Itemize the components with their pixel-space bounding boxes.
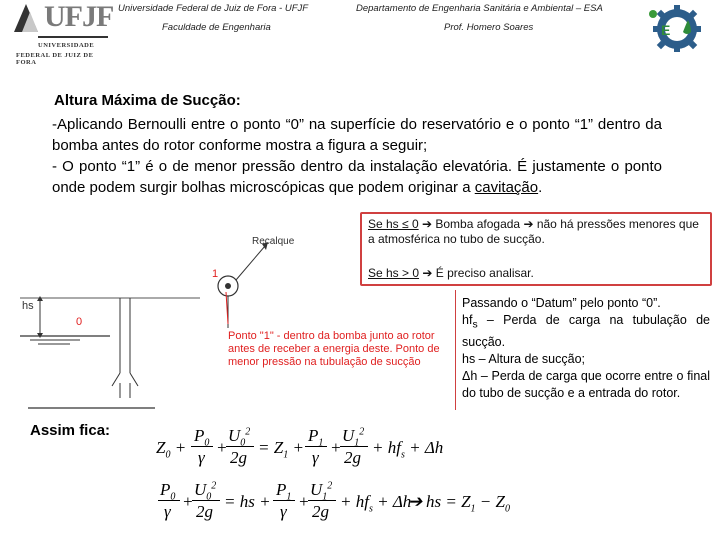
arrow-right-icon: ➔ xyxy=(421,217,433,231)
datum-line3: hs – Altura de sucção; xyxy=(462,351,585,366)
arrow-right-icon: ➔ xyxy=(523,217,534,231)
hs-label: hs xyxy=(22,300,34,312)
point1-label: 1 xyxy=(212,268,219,280)
assim-label: Assim fica: xyxy=(30,422,111,439)
paragraph-point1 xyxy=(52,156,662,198)
paragraph-bernoulli: -Aplicando Bernoulli entre o ponto “0” na superfície do reservatório e o ponto “1” dentro da bomba antes do rotor conforme mostra a figura a seguir; xyxy=(52,116,662,154)
arrow-right-icon: ➔ xyxy=(408,492,423,511)
datum-line4: Δh – Perda de carga que ocorre entre o final do tubo de sucção e a entrada do rotor. xyxy=(462,368,710,400)
esa-letter: E xyxy=(661,22,671,38)
paragraph-point1-end: . xyxy=(538,179,543,196)
condition-positive-text: É preciso analisar. xyxy=(432,266,534,280)
point0-label: 0 xyxy=(76,316,83,328)
body-text xyxy=(52,114,662,198)
section-title: Altura Máxima de Sucção: xyxy=(54,92,241,109)
equation-1: $Z_0$ + $P_0$ γ + $U_0^2$ 2g = $Z_1$ + $P_1$ γ + $U_1^2$ 2g + $hf_s + \Delta h$ xyxy=(156,426,444,467)
discharge-pipe xyxy=(236,246,265,280)
arrow-right-icon: ➔ xyxy=(422,266,433,280)
datum-explanation xyxy=(462,295,710,402)
condition-negative-end: não há pressões menores que a atmosférica no tubo de sucção. xyxy=(368,217,699,246)
header-university: Universidade Federal de Juiz de Fora - UFJF xyxy=(118,3,309,14)
hfs-subscript: s xyxy=(472,319,478,331)
logo-text: UFJF xyxy=(44,0,114,33)
gear-icon xyxy=(643,2,703,52)
condition-negative-text: Bomba afogada xyxy=(432,217,524,231)
ufjf-logo xyxy=(8,0,114,66)
point1-note: Ponto "1" - dentro da bomba junto ao rotor antes de receber a energia deste. Ponto de menor pressão na tubulação de sucção xyxy=(228,330,440,368)
esa-logo xyxy=(643,2,703,52)
pump-diagram xyxy=(0,228,460,418)
paragraph-point1-text: - O ponto “1” é o de menor pressão dentro da instalação elevatória. É justamente o ponto onde podem surgir bolhas microscópicas que podem originar a xyxy=(52,158,662,196)
hfs-description: – Perda de carga na tubulação de sucção. xyxy=(462,313,710,349)
header-professor: Prof. Homero Soares xyxy=(444,22,534,33)
recalque-label: Recalque xyxy=(252,236,295,247)
logo-underline xyxy=(38,36,108,38)
cavitation-link[interactable]: cavitação xyxy=(474,179,539,196)
datum-divider xyxy=(455,290,456,410)
condition-negative-label: Se hs ≤ 0 xyxy=(368,217,419,231)
logo-line1: UNIVERSIDADE xyxy=(38,42,95,49)
logo-line2: FEDERAL DE JUIZ DE FORA xyxy=(16,52,94,66)
condition-positive-label: Se hs > 0 xyxy=(368,266,420,280)
header-department: Departamento de Engenharia Sanitária e Ambiental – ESA xyxy=(356,3,603,14)
header-faculty: Faculdade de Engenharia xyxy=(162,22,271,33)
hfs-symbol: hf xyxy=(462,313,473,327)
datum-line1: Passando o “Datum” pelo ponto “0”. xyxy=(462,296,661,310)
equation-2: $P_0$ γ + $U_0^2$ 2g = hs + $P_1$ γ + $U_1^2$ 2g + $hf_s + \Delta h$ ➔ hs = $Z_1 - Z_0$ xyxy=(160,480,510,521)
datum-line2 xyxy=(462,312,710,351)
